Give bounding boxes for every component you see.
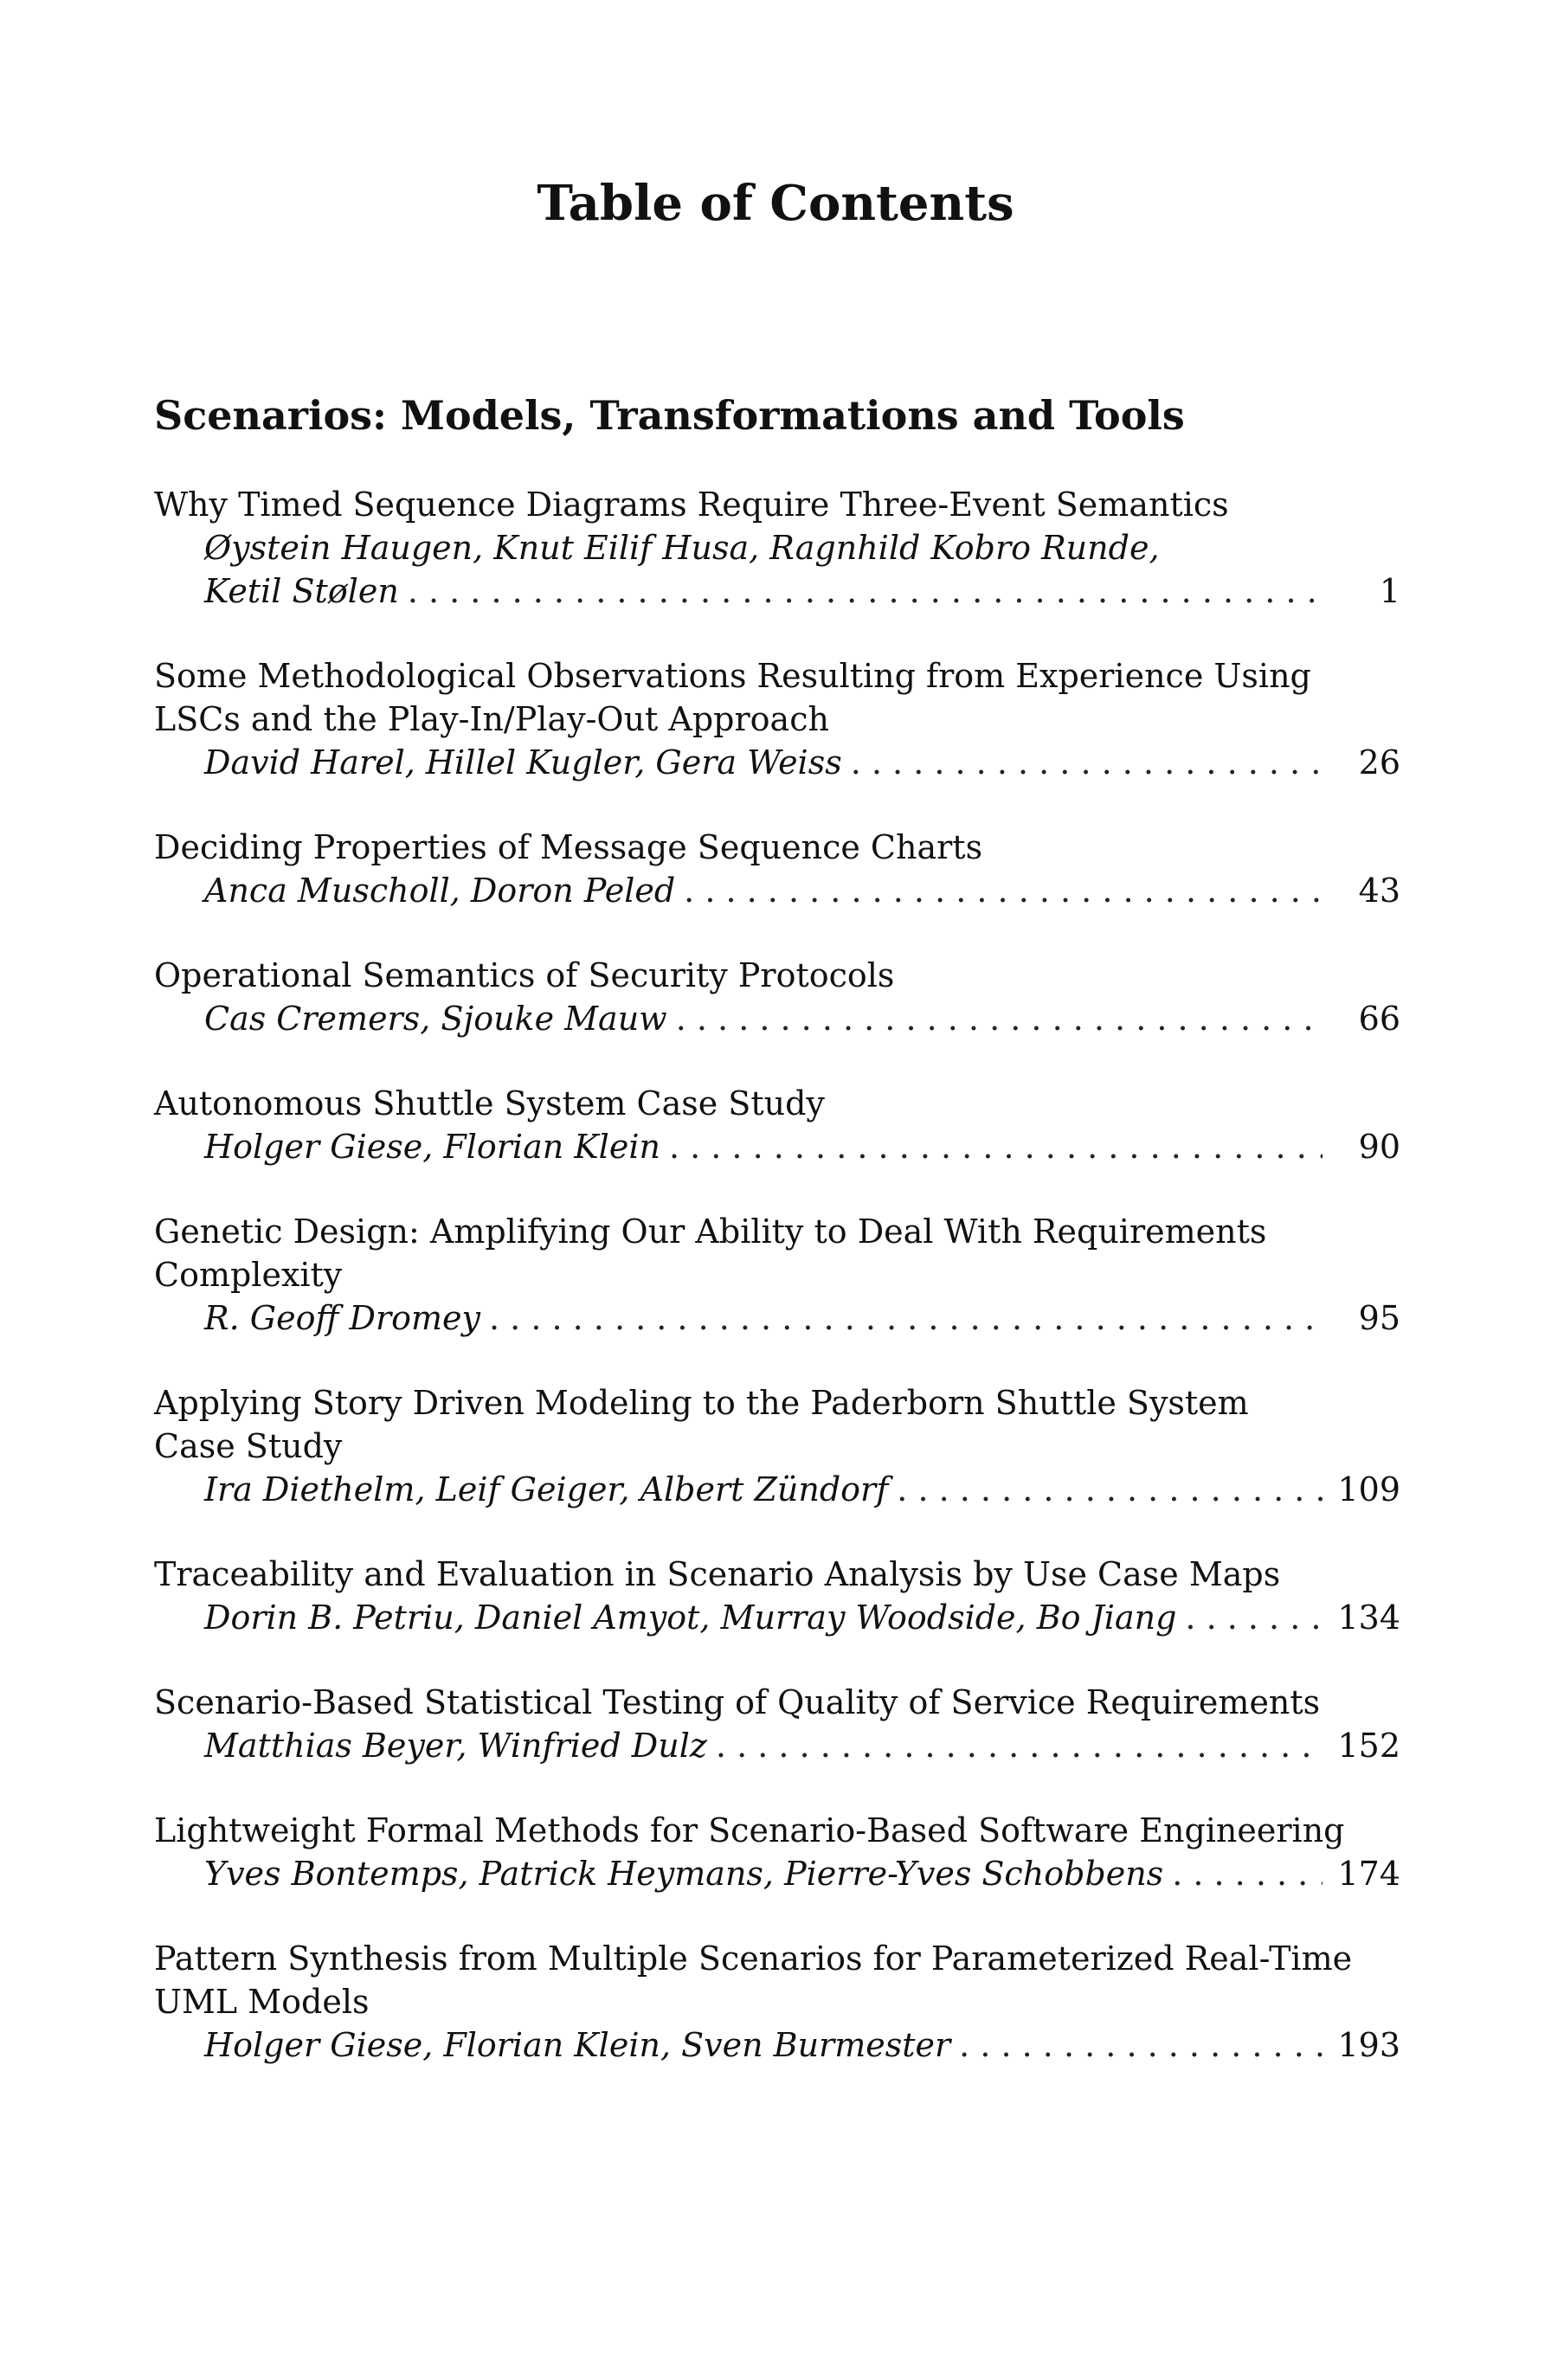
entry-author-row xyxy=(204,1852,1400,1895)
entry-author-row xyxy=(204,997,1400,1040)
entry-author-row xyxy=(204,869,1400,912)
entry-title-line: Lightweight Formal Methods for Scenario-Based Software Engineering xyxy=(154,1811,1345,1849)
entry-authors: Cas Cremers, Sjouke Mauw xyxy=(204,1000,667,1038)
entry-page-number: 90 xyxy=(1358,1128,1400,1166)
toc-entry[interactable] xyxy=(154,1381,1400,1511)
entry-title-line: Why Timed Sequence Diagrams Require Three-Event Semantics xyxy=(154,486,1229,524)
toc-entry[interactable] xyxy=(154,654,1400,784)
dot-leader xyxy=(1172,1852,1323,1895)
entry-page-number: 43 xyxy=(1358,872,1400,910)
toc-entry[interactable] xyxy=(154,1681,1400,1767)
entry-authors-line: Øystein Haugen, Knut Eilif Husa, Ragnhild Kobro Runde, xyxy=(204,529,1160,567)
toc-entry[interactable] xyxy=(154,826,1400,912)
entry-title-line: Scenario-Based Statistical Testing of Quality of Service Requirements xyxy=(154,1683,1321,1721)
entry-author-row xyxy=(204,1724,1400,1767)
dot-leader xyxy=(851,741,1323,784)
dot-leader xyxy=(669,1125,1323,1168)
entry-title-line: Deciding Properties of Message Sequence Charts xyxy=(154,828,983,866)
entry-author-row xyxy=(204,1125,1400,1168)
dot-leader xyxy=(1185,1596,1323,1639)
entry-authors: Dorin B. Petriu, Daniel Amyot, Murray Woodside, Bo Jiang xyxy=(204,1598,1177,1637)
dot-leader xyxy=(408,569,1323,613)
entry-title-line: Applying Story Driven Modeling to the Paderborn Shuttle System xyxy=(154,1384,1249,1422)
dot-leader xyxy=(897,1468,1323,1511)
entry-page-number: 134 xyxy=(1337,1598,1400,1637)
entry-author-row xyxy=(204,741,1400,784)
entry-authors: Matthias Beyer, Winfried Dulz xyxy=(204,1727,707,1765)
section-heading: Scenarios: Models, Transformations and Tools xyxy=(154,392,1185,439)
entry-page-number: 174 xyxy=(1337,1855,1400,1893)
entry-page-number: 95 xyxy=(1358,1299,1400,1337)
toc-entry[interactable] xyxy=(154,1210,1400,1340)
toc-entry[interactable] xyxy=(154,1937,1400,2067)
toc-entry[interactable] xyxy=(154,1809,1400,1895)
dot-leader xyxy=(959,2023,1323,2067)
entry-title-line: Operational Semantics of Security Protocols xyxy=(154,956,895,994)
entry-title-line: Genetic Design: Amplifying Our Ability to Deal With Requirements xyxy=(154,1213,1267,1251)
toc-entry[interactable] xyxy=(154,1082,1400,1168)
entry-author-row xyxy=(204,1468,1400,1511)
entry-title-line: Traceability and Evaluation in Scenario Analysis by Use Case Maps xyxy=(154,1555,1281,1593)
toc-entries xyxy=(154,483,1400,2108)
entry-page-number: 193 xyxy=(1337,2026,1400,2064)
entry-title-line: Pattern Synthesis from Multiple Scenarios for Parameterized Real-Time xyxy=(154,1939,1353,1978)
entry-title-line: UML Models xyxy=(154,1983,370,2021)
entry-page-number: 26 xyxy=(1358,743,1400,782)
dot-leader xyxy=(716,1724,1323,1767)
entry-title-line: Autonomous Shuttle System Case Study xyxy=(154,1084,825,1122)
entry-authors: Holger Giese, Florian Klein, Sven Burmester xyxy=(204,2026,951,2064)
dot-leader xyxy=(684,869,1323,912)
toc-entry[interactable] xyxy=(154,483,1400,613)
entry-page-number: 1 xyxy=(1379,572,1400,610)
entry-page-number: 152 xyxy=(1337,1727,1400,1765)
entry-authors: Holger Giese, Florian Klein xyxy=(204,1128,660,1166)
entry-title-line: Some Methodological Observations Resulting from Experience Using xyxy=(154,657,1311,695)
entry-title-line: LSCs and the Play-In/Play-Out Approach xyxy=(154,700,829,738)
dot-leader xyxy=(489,1296,1323,1340)
toc-entry[interactable] xyxy=(154,1553,1400,1639)
entry-author-row xyxy=(204,2023,1400,2067)
entry-authors: David Harel, Hillel Kugler, Gera Weiss xyxy=(204,743,842,782)
entry-page-number: 66 xyxy=(1358,1000,1400,1038)
toc-entry[interactable] xyxy=(154,954,1400,1040)
entry-authors: Anca Muscholl, Doron Peled xyxy=(204,872,676,910)
entry-title-line: Case Study xyxy=(154,1427,343,1465)
entry-title-line: Complexity xyxy=(154,1256,343,1294)
entry-page-number: 109 xyxy=(1337,1470,1400,1508)
entry-authors: Yves Bontemps, Patrick Heymans, Pierre-Yves Schobbens xyxy=(204,1855,1164,1893)
page-title: Table of Contents xyxy=(537,175,1014,232)
entry-author-row xyxy=(204,569,1400,613)
dot-leader xyxy=(676,997,1323,1040)
entry-authors: Ketil Stølen xyxy=(204,572,399,610)
entry-author-row xyxy=(204,1596,1400,1639)
entry-author-row xyxy=(204,1296,1400,1340)
entry-authors: Ira Diethelm, Leif Geiger, Albert Zündorf xyxy=(204,1470,889,1508)
entry-authors: R. Geoff Dromey xyxy=(204,1299,480,1337)
